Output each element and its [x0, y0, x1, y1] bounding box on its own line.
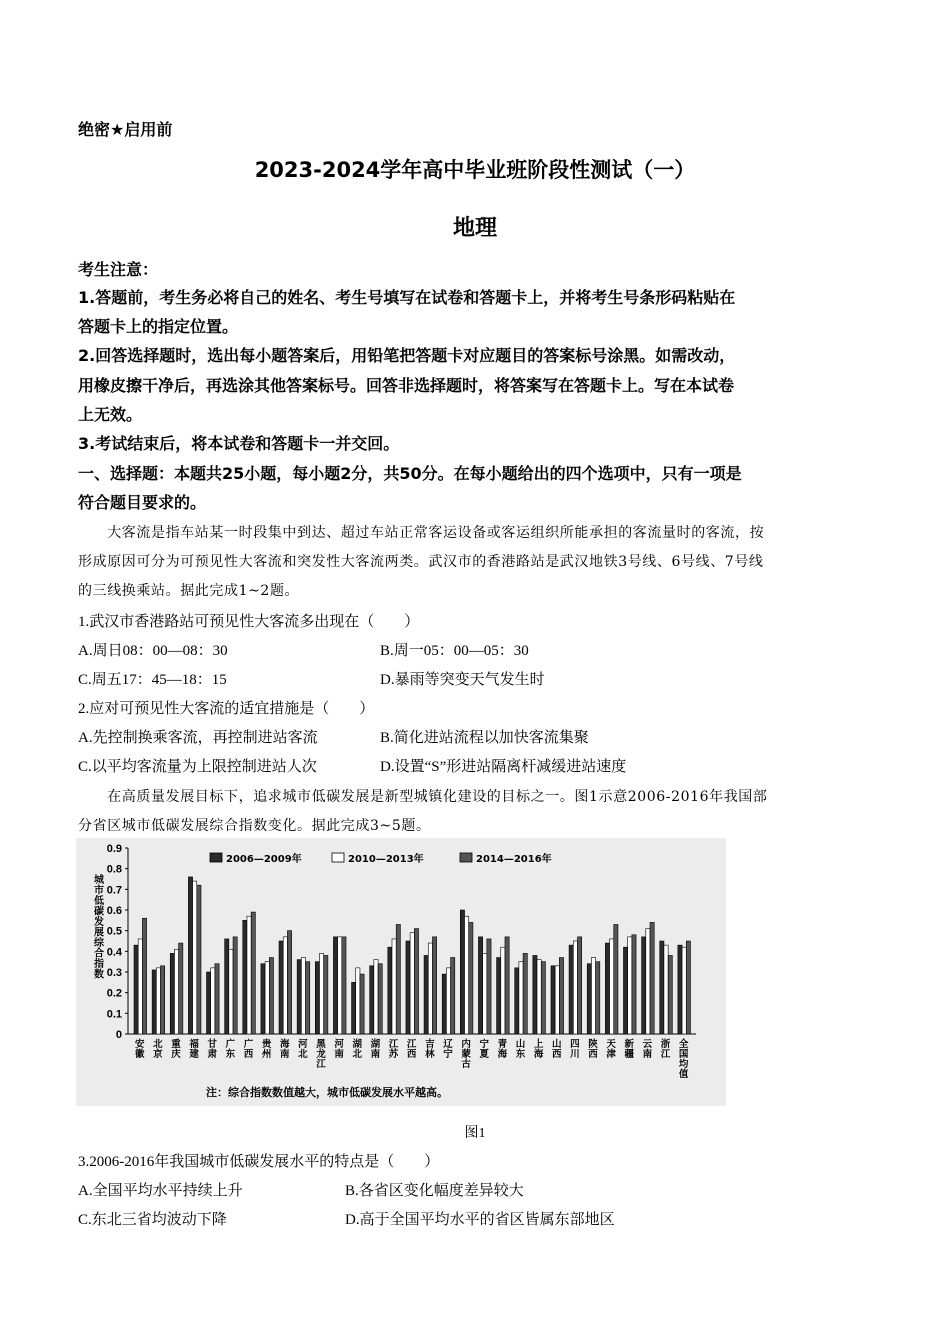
x-tick-label — [262, 1038, 272, 1060]
bar — [523, 953, 527, 1034]
x-tick-label-char: 湖 — [370, 1039, 381, 1050]
y-tick-label: 0.9 — [106, 843, 122, 855]
passage-line: 在高质量发展目标下，追求城市低碳发展是新型城镇化建设的目标之一。图1示意2006-2016年我国部 — [78, 789, 768, 805]
subject-title: 地理 — [452, 216, 497, 241]
bar — [614, 924, 618, 1034]
x-tick-label-char: 西 — [588, 1049, 598, 1060]
bar — [483, 953, 487, 1034]
notice-heading: 考生注意： — [78, 260, 159, 279]
x-tick-label-char: 宁 — [479, 1039, 489, 1050]
y-axis-label-char: 发 — [94, 917, 104, 928]
x-tick-label-char: 南 — [280, 1049, 290, 1060]
x-tick-label-char: 海 — [533, 1049, 544, 1060]
bar — [646, 929, 650, 1034]
bar — [537, 960, 541, 1034]
notice-line: 1.答题前，考生务必将自己的姓名、考生号填写在试卷和答题卡上，并将考生号条形码粘贴在 — [78, 288, 736, 307]
bar — [664, 945, 668, 1034]
bar — [569, 945, 573, 1034]
x-tick-label — [516, 1038, 526, 1060]
bar — [605, 943, 609, 1034]
x-tick-label-char: 肃 — [207, 1049, 218, 1060]
bar — [642, 937, 646, 1034]
x-tick-label-char: 州 — [261, 1049, 272, 1060]
question-3-option-c: C.东北三省均波动下降 — [78, 1212, 227, 1228]
x-tick-label-char: 黑 — [316, 1039, 326, 1050]
x-tick-label-char: 河 — [298, 1039, 308, 1050]
y-tick-label: 0.7 — [106, 884, 122, 897]
x-tick-label-char: 川 — [570, 1049, 580, 1060]
x-tick-label — [679, 1038, 689, 1080]
exam-title: 2023-2024学年高中毕业班阶段性测试（一） — [254, 158, 696, 182]
y-axis-label-char: 展 — [94, 927, 104, 939]
x-tick-label-char: 蒙 — [461, 1049, 471, 1060]
bar — [501, 947, 505, 1034]
bar — [410, 933, 414, 1034]
x-tick-label-char: 南 — [642, 1049, 653, 1060]
x-tick-label-char: 广 — [225, 1039, 236, 1050]
x-tick-label — [425, 1038, 435, 1060]
bar — [555, 966, 559, 1034]
legend-swatch — [332, 853, 344, 862]
figure-caption: 图1 — [464, 1126, 486, 1141]
bar — [215, 964, 219, 1034]
question-1-option-c: C.周五17：45—18：15 — [78, 672, 227, 688]
bar — [478, 937, 482, 1034]
x-tick-label-char: 西 — [243, 1049, 254, 1060]
notice-line: 2.回答选择题时，选出每小题答案后，用铅笔把答题卡对应题目的答案标号涂黑。如需改动， — [78, 346, 736, 365]
x-tick-label-char: 浙 — [660, 1039, 671, 1050]
question-1-option-a: A.周日08：00—08：30 — [78, 643, 228, 659]
x-tick-label — [153, 1038, 163, 1060]
x-tick-label — [315, 1038, 326, 1070]
chart-bars — [134, 877, 690, 1034]
bar — [446, 968, 450, 1034]
x-tick-label — [370, 1038, 381, 1060]
x-tick-label — [225, 1038, 236, 1060]
x-tick-label-char: 甘 — [207, 1039, 218, 1050]
x-tick-label — [624, 1038, 634, 1060]
bar — [342, 937, 346, 1034]
x-tick-label-char: 云 — [642, 1039, 653, 1050]
x-tick-label — [643, 1039, 653, 1060]
bar — [414, 929, 418, 1034]
x-tick-label-char: 建 — [189, 1049, 199, 1060]
y-axis-label-char: 城 — [94, 875, 104, 886]
legend-swatch — [210, 853, 222, 862]
x-tick-label-char: 北 — [153, 1039, 163, 1050]
x-tick-label-char: 值 — [678, 1069, 689, 1080]
x-tick-label — [660, 1038, 671, 1060]
x-tick-label-char: 海 — [497, 1049, 508, 1060]
x-tick-label-char: 江 — [316, 1059, 326, 1070]
x-tick-label — [606, 1039, 616, 1060]
x-tick-label-char: 辽 — [443, 1039, 453, 1050]
x-tick-label-char: 均 — [678, 1059, 689, 1070]
legend-label: 2010—2013年 — [348, 854, 424, 865]
x-tick-label-char: 京 — [153, 1049, 163, 1060]
bar — [497, 958, 501, 1034]
bar — [188, 877, 192, 1034]
bar — [533, 955, 537, 1034]
x-tick-label — [171, 1038, 181, 1060]
x-tick-label-char: 陕 — [588, 1039, 598, 1050]
x-tick-label — [334, 1038, 344, 1060]
bar — [628, 937, 632, 1034]
y-axis-label-char: 碳 — [94, 906, 104, 918]
notice-line: 用橡皮擦干净后，再选涂其他答案标号。回答非选择题时，将答案写在答题卡上。写在本试卷 — [78, 376, 735, 395]
bar — [265, 962, 269, 1034]
bar — [170, 953, 174, 1034]
bar — [138, 939, 142, 1034]
bar — [686, 941, 690, 1034]
x-tick-label-char: 林 — [425, 1049, 435, 1060]
question-1-option-d: D.暴雨等突变天气发生时 — [380, 672, 545, 688]
bar — [197, 885, 201, 1034]
bar — [392, 939, 396, 1034]
bar — [428, 943, 432, 1034]
bar — [451, 958, 455, 1034]
x-tick-label — [135, 1038, 145, 1060]
bar — [577, 937, 581, 1034]
bar — [487, 939, 491, 1034]
passage-line: 分省区城市低碳发展综合指数变化。据此完成3~5题。 — [78, 818, 431, 834]
bar — [134, 945, 138, 1034]
x-tick-label — [243, 1038, 254, 1060]
x-tick-label-char: 东 — [225, 1049, 236, 1060]
bar — [551, 966, 555, 1034]
bar — [301, 958, 305, 1034]
bar — [374, 960, 378, 1034]
x-tick-label-char: 宁 — [443, 1049, 453, 1060]
question-2-option-c: C.以平均客流量为上限控制进站人次 — [78, 759, 317, 775]
figure-1-chart — [76, 838, 726, 1106]
x-tick-label-char: 青 — [497, 1039, 508, 1050]
bar — [243, 920, 247, 1034]
bar — [156, 968, 160, 1034]
x-tick-label-char: 上 — [533, 1039, 544, 1050]
x-tick-label-char: 重 — [171, 1039, 181, 1050]
bar — [225, 939, 229, 1034]
section-heading: 一、选择题：本题共25小题，每小题2分，共50分。在每小题给出的四个选项中，只有一项是 — [78, 464, 742, 483]
bar — [559, 958, 563, 1034]
bar — [442, 974, 446, 1034]
x-tick-label — [570, 1039, 580, 1060]
x-tick-label-char: 新 — [624, 1039, 634, 1050]
bar — [541, 962, 545, 1034]
bar — [269, 958, 273, 1034]
y-tick-label: 0.4 — [106, 946, 122, 959]
bar — [161, 966, 165, 1034]
x-tick-label-char: 山 — [551, 1039, 562, 1050]
bar — [319, 953, 323, 1034]
x-tick-label-char: 西 — [406, 1049, 417, 1060]
question-3-option-a: A.全国平均水平持续上升 — [78, 1183, 243, 1199]
x-tick-label — [406, 1038, 417, 1060]
bar — [360, 974, 364, 1034]
x-tick-label — [498, 1038, 508, 1060]
x-tick-label-char: 南 — [334, 1049, 344, 1060]
x-tick-label-char: 北 — [352, 1049, 363, 1060]
question-2-option-d: D.设置“S”形进站隔离杆减缓进站速度 — [380, 759, 627, 775]
passage-line: 的三线换乘站。据此完成1~2题。 — [78, 583, 300, 599]
x-tick-label-char: 西 — [551, 1049, 562, 1060]
x-tick-label-char: 广 — [243, 1039, 254, 1050]
bar — [352, 982, 356, 1034]
x-tick-label-char: 四 — [570, 1039, 580, 1050]
bar — [591, 958, 595, 1034]
y-axis-label-char: 数 — [94, 969, 104, 981]
x-tick-label — [208, 1038, 218, 1060]
x-tick-label-char: 河 — [334, 1039, 344, 1050]
bar — [315, 962, 319, 1034]
bar — [179, 943, 183, 1034]
x-tick-label-char: 北 — [298, 1049, 308, 1060]
y-axis-label-char: 低 — [94, 896, 104, 907]
x-tick-label — [188, 1038, 199, 1060]
bar — [610, 939, 614, 1034]
x-tick-label-char: 夏 — [479, 1049, 489, 1060]
y-axis-label-char: 指 — [94, 959, 104, 970]
bar — [229, 949, 233, 1034]
bar — [324, 955, 328, 1034]
bar — [388, 947, 392, 1034]
x-tick-label-char: 东 — [515, 1049, 526, 1060]
x-tick-label-char: 江 — [660, 1049, 671, 1060]
bar — [279, 941, 283, 1034]
x-tick-label-char: 龙 — [316, 1049, 326, 1060]
bar — [432, 937, 436, 1034]
section-heading: 符合题目要求的。 — [78, 493, 207, 512]
bar — [469, 922, 473, 1034]
bar — [682, 947, 686, 1034]
x-tick-label-char: 安 — [135, 1039, 145, 1050]
bar — [378, 964, 382, 1034]
legend-label: 2014—2016年 — [476, 854, 552, 865]
x-tick-label — [588, 1038, 598, 1060]
x-tick-label — [461, 1038, 471, 1070]
x-tick-label-char: 徽 — [135, 1049, 145, 1060]
question-2-option-a: A.先控制换乘客流，再控制进站客流 — [78, 730, 318, 746]
bar — [174, 949, 178, 1034]
x-tick-label-char: 贵 — [261, 1039, 272, 1050]
passage-line: 大客流是指车站某一时段集中到达、超过车站正常客运设备或客运组织所能承担的客流量时的客流，按 — [78, 525, 765, 541]
bar — [668, 955, 672, 1034]
y-tick-label: 0 — [115, 1029, 122, 1041]
bar — [207, 972, 211, 1034]
bar — [660, 941, 664, 1034]
notice-line: 上无效。 — [78, 405, 143, 424]
x-tick-label-char: 庆 — [171, 1049, 181, 1060]
y-tick-label: 0.2 — [106, 987, 122, 1000]
y-axis-label — [93, 873, 105, 981]
bar — [460, 910, 464, 1034]
bar — [261, 964, 265, 1034]
x-tick-label-char: 海 — [280, 1039, 290, 1050]
bar — [306, 962, 310, 1034]
bar — [287, 931, 291, 1034]
bar — [650, 922, 654, 1034]
x-tick-label-char: 山 — [515, 1039, 526, 1050]
x-tick-label-char: 吉 — [425, 1039, 435, 1050]
x-tick-label — [388, 1038, 399, 1060]
bar — [211, 968, 215, 1034]
x-tick-label-char: 湖 — [352, 1039, 363, 1050]
y-tick-label: 0.1 — [106, 1008, 122, 1021]
y-tick-label: 0.3 — [106, 967, 122, 979]
x-tick-label — [443, 1038, 453, 1060]
y-tick-label: 0.8 — [106, 863, 122, 876]
question-3-option-b: B.各省区变化幅度差异较大 — [345, 1183, 524, 1199]
bar — [632, 935, 636, 1034]
bar — [596, 962, 600, 1034]
x-tick-labels — [135, 1038, 689, 1080]
legend-label: 2006—2009年 — [226, 854, 302, 865]
confidential-label: 绝密★启用前 — [78, 120, 173, 139]
bar — [587, 964, 591, 1034]
bar — [356, 968, 360, 1034]
bar — [515, 968, 519, 1034]
question-1-option-b: B.周一05：00—05：30 — [380, 643, 529, 659]
notice-line: 答题卡上的指定位置。 — [78, 317, 239, 336]
x-tick-label — [534, 1038, 544, 1060]
chart-svg — [76, 838, 726, 1106]
bar — [678, 945, 682, 1034]
bar — [465, 916, 469, 1034]
chart-note: 注：综合指数数值越大，城市低碳发展水平越高。 — [206, 1086, 448, 1099]
bar — [193, 881, 197, 1034]
bar — [338, 937, 342, 1034]
x-tick-label-char: 古 — [461, 1059, 471, 1070]
x-tick-label-char: 南 — [370, 1049, 381, 1060]
bar — [283, 937, 287, 1034]
bar — [247, 916, 251, 1034]
x-tick-label-char: 江 — [388, 1039, 399, 1050]
x-tick-label-char: 福 — [189, 1039, 199, 1050]
bar — [333, 937, 337, 1034]
x-tick-label-char: 江 — [406, 1039, 417, 1050]
bar — [573, 941, 577, 1034]
y-axis-label-char: 综 — [94, 938, 104, 949]
x-tick-label-char: 国 — [678, 1049, 689, 1060]
y-tick-label: 0.6 — [106, 905, 122, 917]
bar — [623, 947, 627, 1034]
bar — [152, 970, 156, 1034]
x-tick-label-char: 津 — [606, 1049, 616, 1060]
bar — [370, 966, 374, 1034]
chart-legend — [210, 852, 552, 865]
bar — [505, 937, 509, 1034]
x-tick-label — [552, 1038, 562, 1060]
notice-line: 3.考试结束后，将本试卷和答题卡一并交回。 — [78, 434, 400, 453]
bar — [142, 918, 146, 1034]
y-axis-label-char: 市 — [94, 885, 104, 897]
y-tick-labels — [107, 843, 128, 1041]
y-tick-label: 0.5 — [106, 925, 122, 938]
x-tick-label — [280, 1038, 290, 1060]
question-1-stem: 1.武汉市香港路站可预见性大客流多出现在（ ） — [78, 614, 420, 630]
bar — [406, 941, 410, 1034]
bar — [297, 960, 301, 1034]
x-tick-label-char: 天 — [606, 1039, 616, 1050]
x-tick-label — [352, 1038, 363, 1060]
x-tick-label-char: 苏 — [388, 1049, 399, 1060]
legend-swatch — [460, 853, 472, 862]
bar — [233, 937, 237, 1034]
x-tick-label — [479, 1038, 489, 1060]
bar — [251, 912, 255, 1034]
question-2-option-b: B.简化进站流程以加快客流集聚 — [380, 730, 589, 746]
bar — [424, 955, 428, 1034]
x-tick-label-char: 全 — [678, 1039, 689, 1050]
x-tick-label — [298, 1038, 308, 1060]
y-axis-label-char: 合 — [94, 948, 104, 960]
x-tick-label-char: 内 — [461, 1039, 471, 1050]
question-3-option-d: D.高于全国平均水平的省区皆属东部地区 — [345, 1212, 615, 1228]
x-tick-label-char: 疆 — [624, 1049, 634, 1060]
bar — [519, 962, 523, 1034]
question-2-stem: 2.应对可预见性大客流的适宜措施是（ ） — [78, 701, 375, 717]
question-3-stem: 3.2006-2016年我国城市低碳发展水平的特点是（ ） — [78, 1154, 440, 1170]
passage-line: 形成原因可分为可预见性大客流和突发性大客流两类。武汉市的香港路站是武汉地铁3号线、6号线、7号线 — [78, 554, 764, 570]
bar — [396, 924, 400, 1034]
